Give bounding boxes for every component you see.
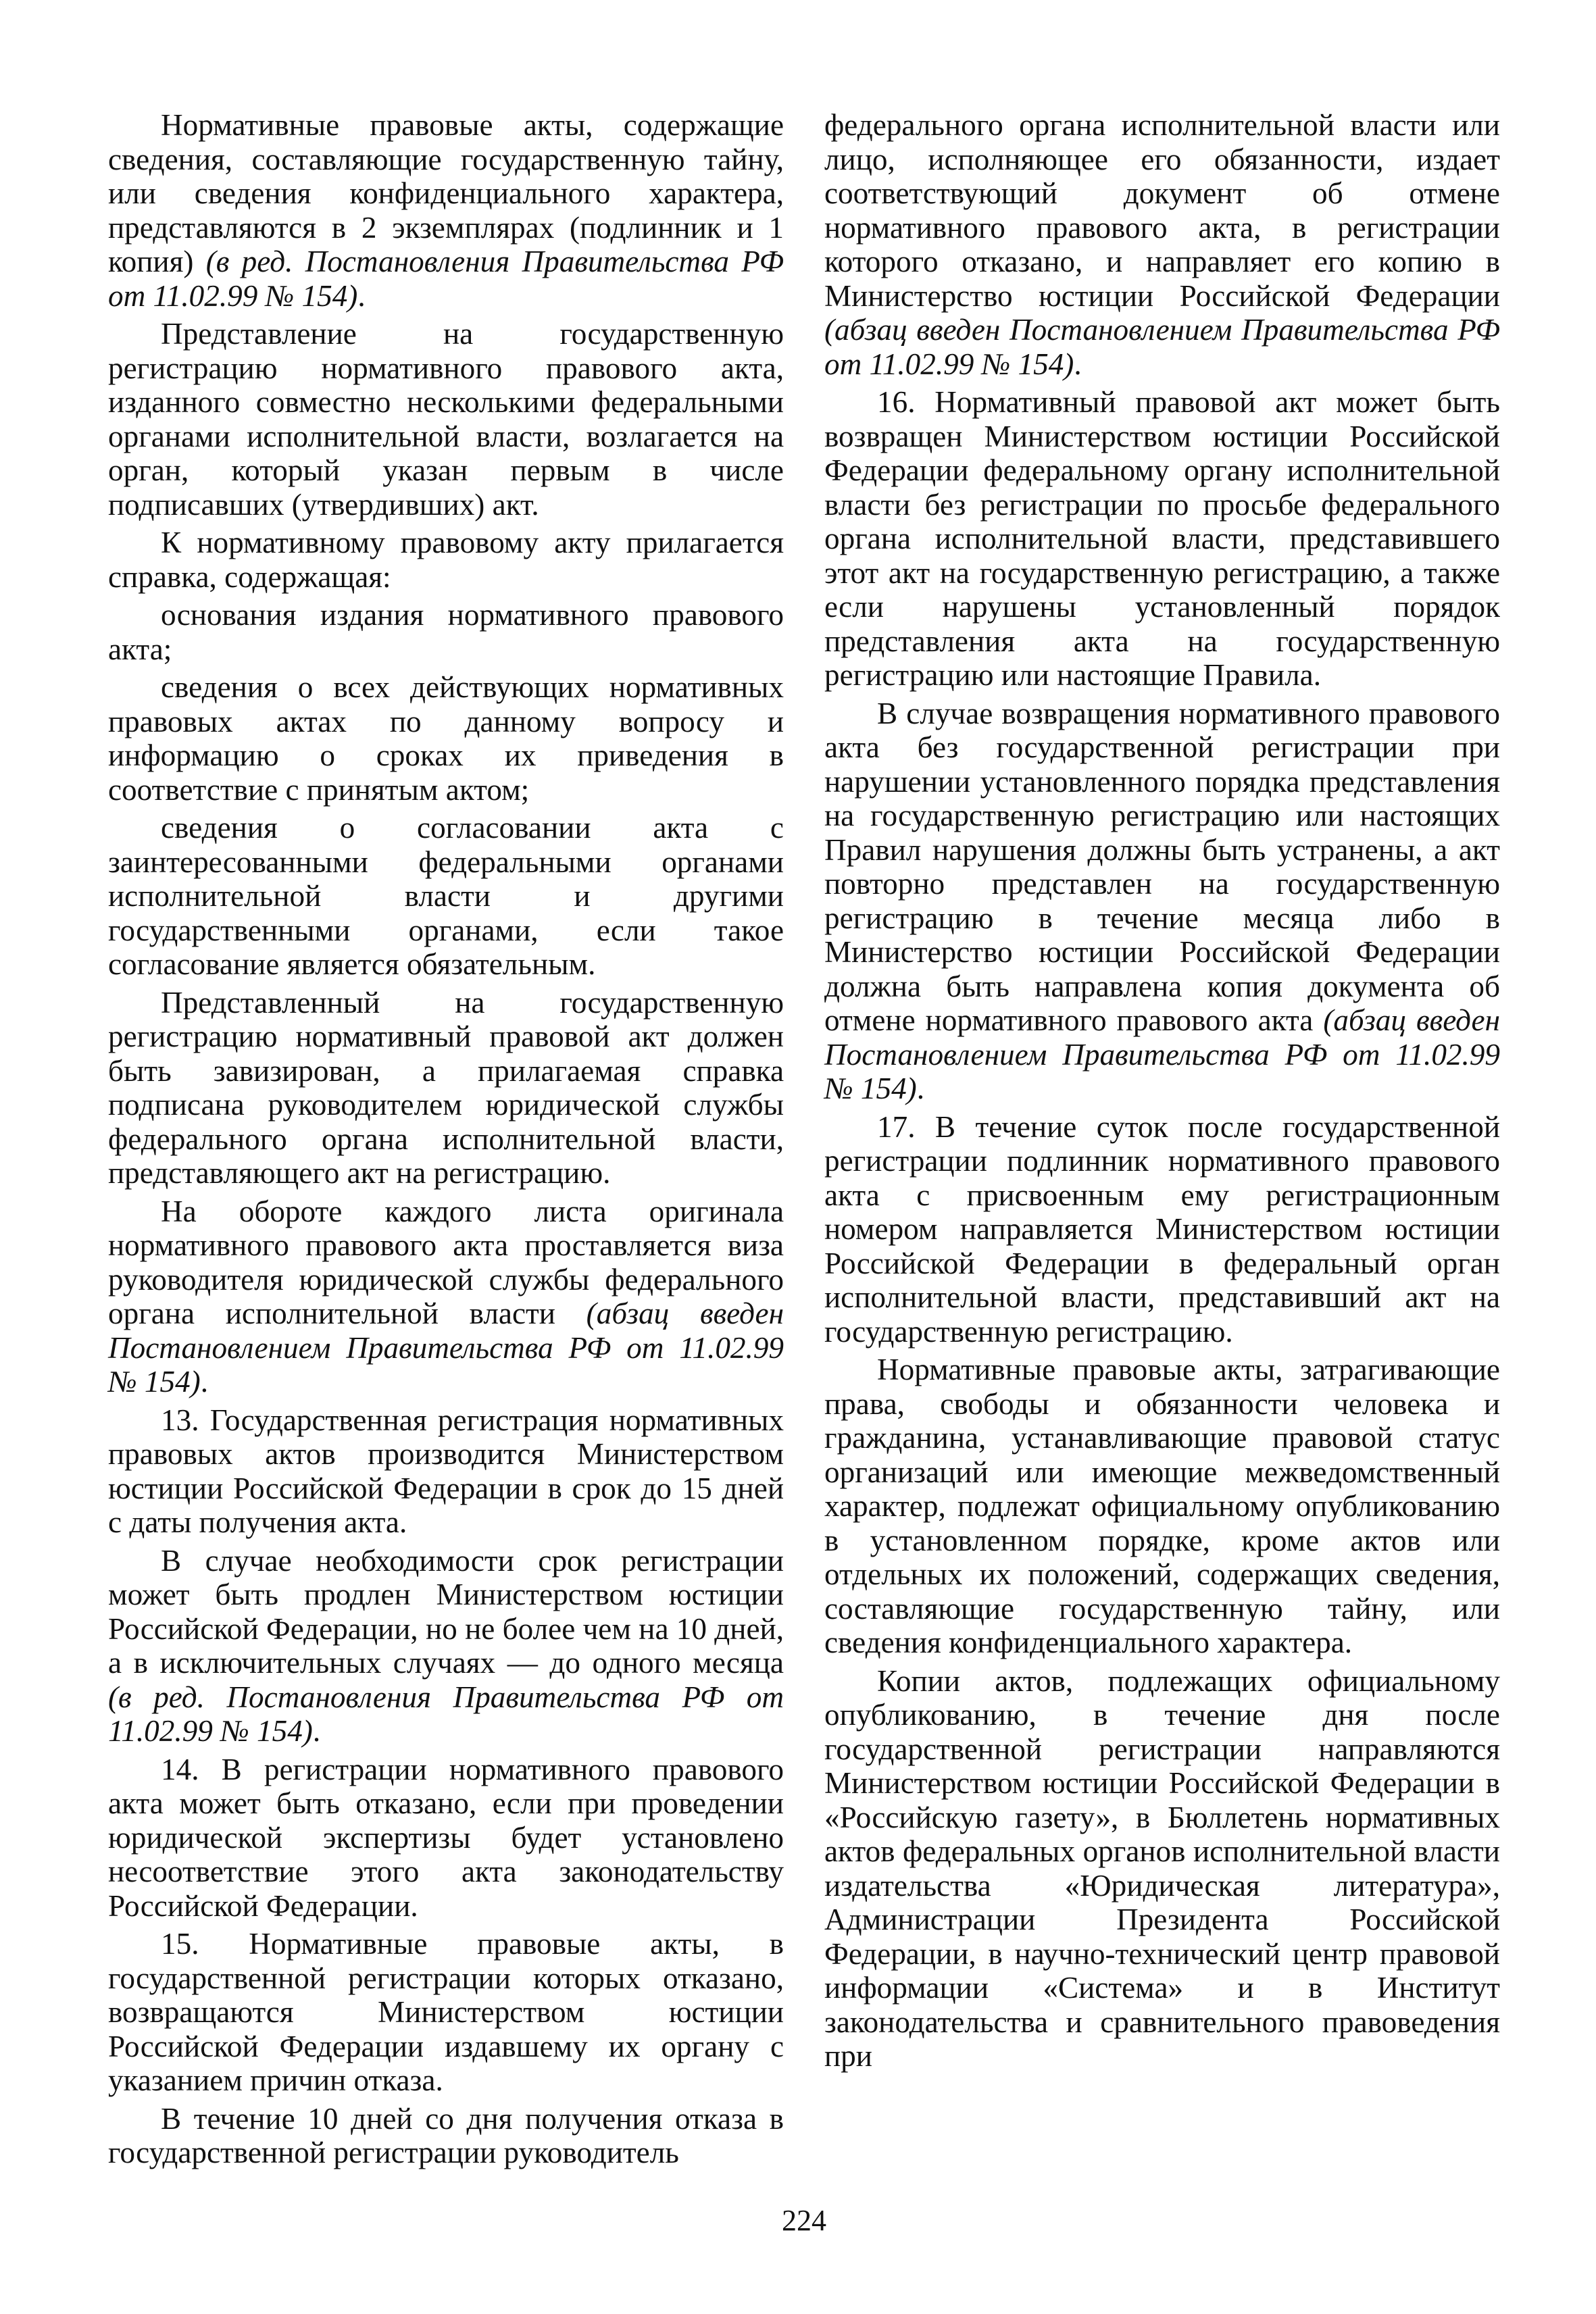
paragraph xyxy=(824,108,1500,381)
paragraph-end: . xyxy=(916,1072,925,1105)
paragraph-text: На обороте каждого листа оригинала нормативного правового акта проставляется виза руководителя юридической службы федерального органа исполнительной власти xyxy=(108,1194,784,1330)
paragraph xyxy=(108,986,784,1190)
paragraph-text: Копии актов, подлежащих официальному опубликованию, в течение дня после государственной регистрации направляются Министерством юстиции Российской Федерации в «Российскую газету», в Бюллетень нормативных актов федеральных органов исполнительной власти издательства «Юридическая литература», Администрации Президента Российской Федерации, в научно-технический центр правовой информации «Система» и в Институт законодательства и сравнительного правоведения при xyxy=(824,1663,1500,2073)
paragraph-end: . xyxy=(1074,347,1082,381)
paragraph xyxy=(824,1110,1500,1349)
paragraph-text: Представление на государственную регистрацию нормативного правового акта, изданного совместно несколькими федеральными органами исполнительной власти, возлагается на орган, который указан первым в числе подписавших (утвердивших) акт. xyxy=(108,317,784,522)
paragraph xyxy=(108,526,784,594)
right-column xyxy=(824,108,1500,2078)
paragraph-end: . xyxy=(312,1714,321,1748)
paragraph xyxy=(824,385,1500,693)
paragraph xyxy=(108,1753,784,1923)
left-column xyxy=(108,108,784,2174)
paragraph-text: Нормативные правовые акты, содержащие сведения, составляющие государственную тайну, или сведения конфиденциального характера, представляются в 2 экземплярах (подлинник и 1 копия) xyxy=(108,108,784,278)
paragraph xyxy=(108,1927,784,2098)
paragraph xyxy=(108,108,784,313)
paragraph-text: В течение 10 дней со дня получения отказа в государственной регистрации руководитель xyxy=(108,2101,784,2169)
paragraph xyxy=(824,1353,1500,1660)
paragraph xyxy=(824,1664,1500,2073)
amendment-reference: (абзац введен Постановлением Правительства РФ от 11.02.99 № 154) xyxy=(108,1297,784,1399)
paragraph xyxy=(108,670,784,807)
paragraph xyxy=(108,811,784,982)
paragraph-text: К нормативному правовому акту прилагается справка, содержащая: xyxy=(108,526,784,594)
paragraph-text: Представленный на государственную регистрацию нормативный правовой акт должен быть завизирован, а прилагаемая справка подписана руководителем юридической службы федерального органа исполнительной власти, представляющего акт на регистрацию. xyxy=(108,985,784,1190)
amendment-reference: (абзац введен Постановлением Правительства РФ от 11.02.99 № 154) xyxy=(824,1003,1501,1105)
paragraph xyxy=(108,598,784,666)
paragraph xyxy=(108,1544,784,1749)
paragraph-text: 15. Нормативные правовые акты, в государственной регистрации которых отказано, возвращаются Министерством юстиции Российской Федерации издавшему их органу с указанием причин отказа. xyxy=(108,1927,784,2097)
amendment-reference: (в ред. Постановления Правительства РФ от 11.02.99 № 154) xyxy=(108,1680,784,1748)
paragraph-text: 16. Нормативный правовой акт может быть возвращен Министерством юстиции Российской Федерации федеральному органу исполнительной власти без регистрации по просьбе федерального органа исполнительной власти, представившего этот акт на государственную регистрацию, а также если нарушены установленный порядок представления акта на государственную регистрацию или настоящие Правила. xyxy=(824,385,1500,692)
paragraph-text: 17. В течение суток после государственной регистрации подлинник нормативного правового акта с присвоенным ему регистрационным номером направляется Министерством юстиции Российской Федерации в федеральный орган исполнительной власти, представивший акт на государственную регистрацию. xyxy=(824,1109,1500,1349)
paragraph-text: основания издания нормативного правового акта; xyxy=(108,598,784,666)
paragraph-end: . xyxy=(200,1365,209,1399)
paragraph xyxy=(108,2102,784,2170)
paragraph xyxy=(108,1194,784,1399)
document-page xyxy=(108,108,1501,2237)
paragraph-text: В случае необходимости срок регистрации может быть продлен Министерством юстиции Российской Федерации, но не более чем на 10 дней, а в исключительных случаях — до одного месяца xyxy=(108,1543,784,1680)
paragraph-text: Нормативные правовые акты, затрагивающие права, свободы и обязанности человека и гражданина, устанавливающие правовой статус организаций или имеющие межведомственный характер, подлежат официальному опубликованию в установленном порядке, кроме актов или отдельных их положений, содержащих сведения, составляющие государственную тайну, или сведения конфиденциального характера. xyxy=(824,1353,1500,1659)
page-number: 224 xyxy=(782,2204,826,2237)
paragraph-text: сведения о всех действующих нормативных правовых актах по данному вопросу и информацию о сроках их приведения в соответствие с принятым актом; xyxy=(108,670,784,807)
paragraph-text: В случае возвращения нормативного правового акта без государственной регистрации при нарушении установленного порядка представления на государственную регистрацию или настоящих Правил нарушения должны быть устранены, а акт повторно представлен на государственную регистрацию в течение месяца либо в Министерство юстиции Российской Федерации должна быть направлена копия документа об отмене нормативного правового акта xyxy=(824,696,1500,1037)
paragraph-text: 13. Государственная регистрация нормативных правовых актов производится Министерством юстиции Российской Федерации в срок до 15 дней с даты получения акта. xyxy=(108,1403,784,1539)
paragraph-text: 14. В регистрации нормативного правового акта может быть отказано, если при проведении юридической экспертизы будет установлено несоответствие этого акта законодательству Российской Федерации. xyxy=(108,1752,784,1923)
paragraph xyxy=(824,697,1500,1106)
paragraph-text: сведения о согласовании акта с заинтересованными федеральными органами исполнительной власти и другими государственными органами, если такое согласование является обязательным. xyxy=(108,811,784,981)
amendment-reference: (в ред. Постановления Правительства РФ от 11.02.99 № 154) xyxy=(108,245,784,313)
paragraph-text: федерального органа исполнительной власти или лицо, исполняющее его обязанности, издает соответствующий документ об отмене нормативного правового акта, в регистрации которого отказано, и направляет его копию в Министерство юстиции Российской Федерации xyxy=(824,108,1500,313)
amendment-reference: (абзац введен Постановлением Правительства РФ от 11.02.99 № 154) xyxy=(824,313,1500,381)
paragraph xyxy=(108,1403,784,1540)
paragraph-end: . xyxy=(357,278,366,313)
paragraph xyxy=(108,317,784,522)
